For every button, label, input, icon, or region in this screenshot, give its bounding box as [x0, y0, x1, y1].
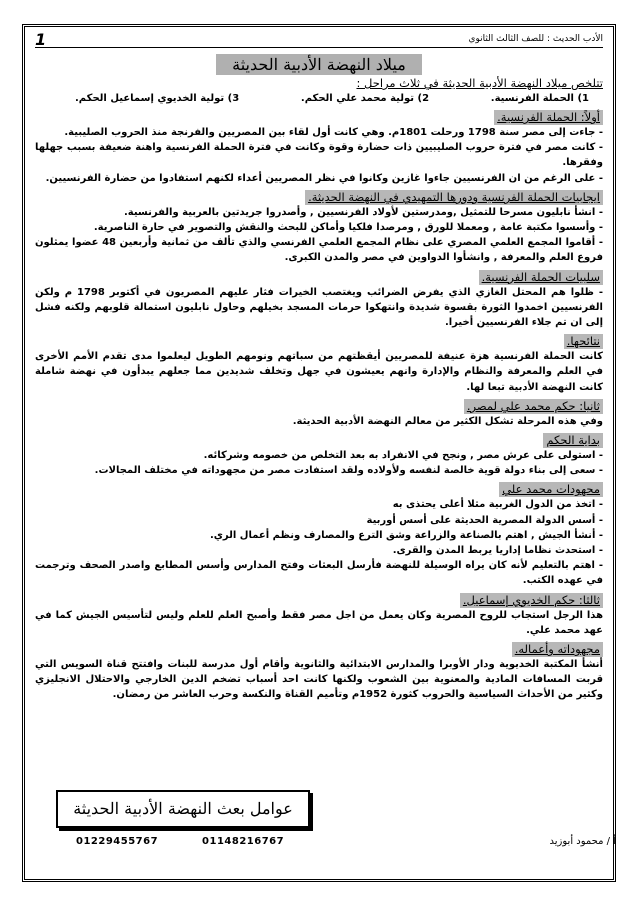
section-heading: بداية الحكم: [543, 433, 603, 448]
section: [35, 106, 603, 186]
section-heading: مجهوداته وأعماله.: [512, 642, 603, 657]
page-footer: [76, 836, 616, 847]
header-subject: الأدب الحديث : للصف الثالث الثانوي: [468, 34, 603, 44]
section: [35, 266, 603, 331]
paragraph: - سعى إلى بناء دولة قوية خالصة لنفسه ولأولاده ولقد استفادت مصر من مجهوداته في مختلف المجالات.: [94, 465, 603, 477]
section-heading: نتائجها.: [564, 334, 603, 349]
page-border: [22, 24, 616, 882]
section: [35, 638, 603, 703]
section-heading: ايجابيات الحملة الفرنسية ودورها التمهيدي في النهضة الحديثة.: [305, 190, 603, 205]
section-heading: أولاً: الحملة الفرنسية.: [494, 110, 603, 125]
page-header: [35, 31, 603, 48]
section-heading: ثانيا: حكم محمد علي لمصر.: [464, 399, 603, 414]
paragraph: - استولى على عرش مصر , ونجح في الانفراد به بعد التخلص من خصومه وشركائه.: [203, 450, 603, 462]
section: [35, 186, 603, 266]
section-heading: مجهودات محمد علي: [499, 482, 603, 497]
phase-item: 1) الحملة الفرنسية.: [490, 93, 589, 104]
phone-numbers: [76, 836, 284, 847]
paragraph: - اهتم بالتعليم لأنه كان يراه الوسيلة للنهضة فأرسل البعثات وفتح المدارس وأسس المطابع واصدر الصحف وترجمت في عهده الكتب.: [35, 560, 603, 587]
paragraph: وفي هذه المرحلة تشكل الكثير من معالم النهضة الأدبية الحديثة.: [292, 415, 603, 427]
page-content: [25, 27, 613, 703]
paragraph: - جاءت إلى مصر سنة 1798 ورحلت 1801م. وهي كانت أول لقاء بين المصريين والفرنجة منذ الحروب الصليبية.: [64, 127, 603, 138]
paragraph: - انشأ نابليون مسرحا للتمثيل ,ومدرستين لأولاد الفرنسيين , وأصدروا جريدتين بالعربية والفرنسية.: [123, 206, 603, 218]
paragraph: هذا الرجل استجاب للروح المصرية وكان يعمل من اجل مصر فقط وأصبح العلم للعلم وليس لتأسيس الجيش كما في عهد محمد علي.: [35, 609, 603, 636]
phase-item: 3) تولية الخديوي إسماعيل الحكم.: [75, 93, 240, 104]
section: [35, 478, 603, 588]
paragraph: - أنشأ الجيش , اهتم بالصناعة والزراعة وشق الترع والمصارف ونظم أعمال الري.: [209, 529, 603, 541]
phases-list: [35, 91, 603, 106]
paragraph: - استحدث نظاما إداريا يربط المدن والقرى.: [392, 545, 603, 557]
section: [35, 395, 603, 429]
paragraph: - اتخذ من الدول الغربية مثلا أعلى يحتذى به: [392, 499, 603, 511]
intro-text: تتلخص ميلاد النهضة الأدبية الحديثة في ثلاث مراحل :: [356, 76, 603, 90]
paragraph: - وأسسوا مكتبة عامة , ومعملا للورق , ومرصدا فلكيا وأماكن للبحث والنقش والتصوير في حارة الناصرية.: [93, 222, 603, 234]
paragraph: - أسس الدولة المصرية الحديثة على أسس أوربية: [366, 514, 603, 526]
paragraph: - على الرغم من ان الفرنسيين جاءوا غازين وكانوا في نظر المصريين أعداء لكنهم استفادوا من حضارة الفرنسيين.: [45, 172, 603, 184]
phase-item: 2) تولية محمد علي الحكم.: [300, 93, 430, 104]
title-wrapper: [35, 54, 603, 75]
paragraph: أنشأ المكتبة الخديوية ودار الأوبرا والمدارس الابتدائية والثانوية وأقام أول مدرسة للبنات وافتتح قناة السويس التي قربت المسافات المادية والمعنوية بين الشعوب ولكنها كانت احد أسباب تضخم الدين الخارجي والاحتلال الانجليزي وكثير من الأحداث السياسية والحروب كثورة 1952م وتأميم القناة والنكسة وحرب العاشر من رمضان.: [35, 659, 603, 701]
page-number: 1: [35, 29, 47, 49]
phone-number: 01229455767: [76, 836, 159, 847]
factors-title-box: عوامل بعث النهضة الأدبية الحديثة: [56, 790, 310, 828]
section: [35, 589, 603, 638]
paragraph: - أقاموا المجمع العلمي المصري على نظام المجمع العلمي الفرنسي والذي تألف من ثمانية وأربعين 48 عضوا يمثلون فروع العلم والمعرفة , وانشأوا الدواوين في مصر والمدن الكبرى.: [35, 237, 604, 264]
phone-number: 01148216767: [202, 836, 285, 847]
section: [35, 330, 603, 395]
section-heading: سلبيات الحملة الفرنسية.: [479, 270, 603, 285]
section-heading: ثالثا: حكم الخديوي إسماعيل.: [460, 593, 603, 608]
page-title: ميلاد النهضة الأدبية الحديثة: [216, 54, 422, 75]
author-name: أ / محمود أبوزيد: [549, 836, 616, 847]
section: [35, 429, 603, 478]
paragraph: - ظلوا هم المحتل الغازي الذي يفرض الضرائب ويغتصب الخيرات فثار عليهم المصريون في أكتوبر 1798 م ولكن الفرنسيين اخمدوا الثورة بقسوة شديدة وانتهكوا حرمات المسجد بخيلهم وحاول نابليون استمالة قلوبهم ولكنه فشل إلى ان تم جلاء الفرنسيين أخيرا.: [35, 286, 603, 329]
paragraph: كانت الحملة الفرنسية هزة عنيفة للمصريين أيقظتهم من سباتهم ونومهم الطويل ليعلموا مدى تقدم الأمم الأخرى في العلم والمعرفة والنظام والإدارة وانهم يعيشون في جهل وتخلف شديدين مما جعلهم يبدأون في نهضة شاملة كانت النهضة الأدبية تبعا لها.: [35, 351, 603, 393]
paragraph: - كانت مصر في فترة حروب الصليبيين ذات حضارة وقوة وكانت في فترة الحملة الفرنسية واهنة ضعيفة بسبب جهلها وفقرها.: [35, 142, 603, 169]
